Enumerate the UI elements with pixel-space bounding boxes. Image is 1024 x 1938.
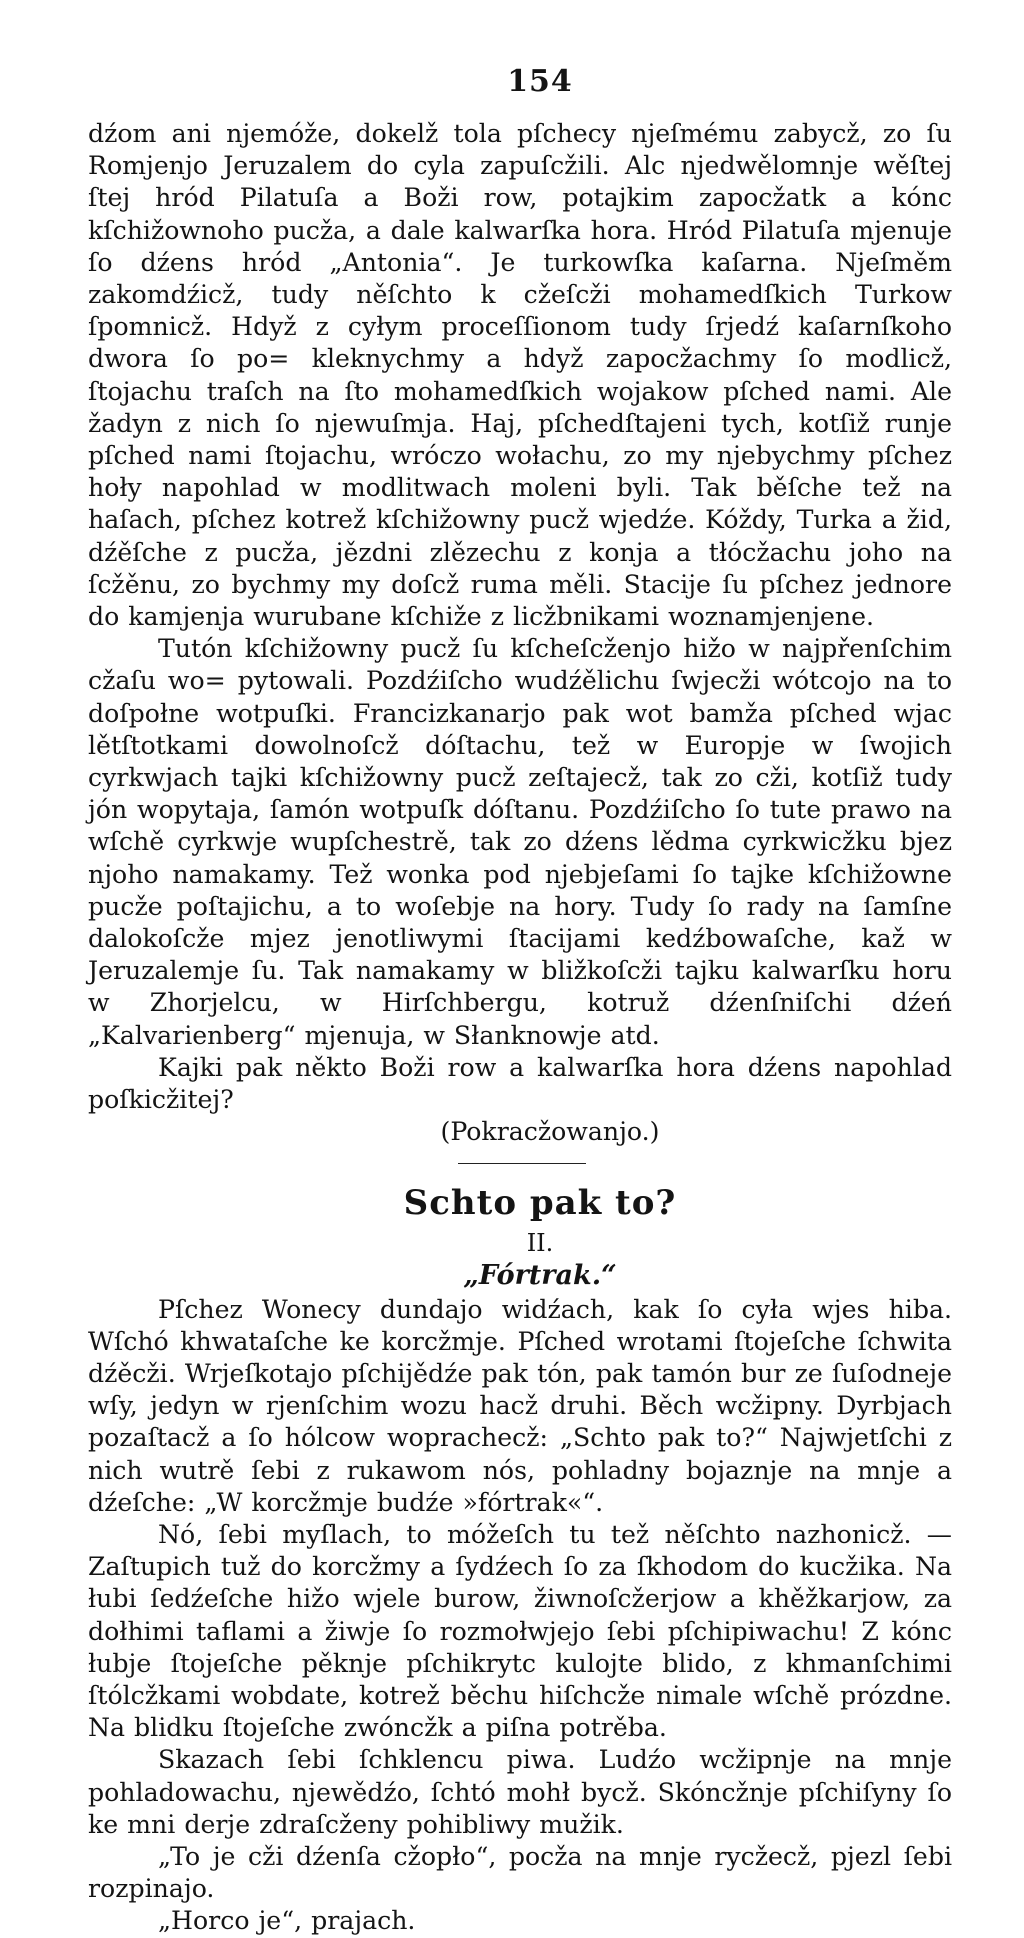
paragraph: Kajki pak někto Boži row a kalwarſka hora dźens napohlad poſkicžitej? (88, 1052, 952, 1115)
paragraph: Tutón kſchižowny pucž ſu kſcheſcženjo hižo w najpřenſchim cžaſu wo= pytowali. Pozdźiſcho wudźělichu ſwjecži wótcojo na to doſpołne wotpuſki. Francizkanarjo pak wot bamža pſched wjac lětſtotkami dowolnoſcž dóſtachu, tež w Europje w ſwojich cyrkwjach tajki kſchižowny pucž zeſtajecž, tak zo cži, kotſiž tudy jón wopytaja, ſamón wotpuſk dóſtanu. Pozdźiſcho ſo tute prawo na wſchě cyrkwje wupſchestrě, tak zo dźens lědma cyrkwicžku bjez njoho namakamy. Tež wonka pod njebjeſami ſo tajke kſchižowne pucže poſtajichu, a to woſebje na hory. Tudy ſo rady na ſamſne dalokoſcže mjez jenotliwymi ſtacijami kedźbowaſche, kaž w Jeruzalemje ſu. Tak namakamy w bližkoſcži tajku kalwarſku horu w Zhorjelcu, w Hirſchbergu, kotruž dźenſniſchi dźeń „Kalvarienberg“ mjenuja, w Słanknowje atd. (88, 634, 952, 1050)
article-subtitle: „Fórtrak.“ (463, 1259, 617, 1291)
paragraph: „Horco je“, prajach. (158, 1906, 416, 1936)
article-part-number: II. (526, 1228, 554, 1257)
page (88, 60, 952, 1938)
paragraph: „To je cži dźenſa cžopło“, pocža na mnje rycžecž, pjezl ſebi rozpinajo. (88, 1841, 952, 1904)
section-divider (458, 1163, 586, 1164)
article-title: Schto pak to? (403, 1182, 677, 1223)
continued-paragraph: dźom ani njemóže, dokelž tola pſchecy njeſmému zabycž, zo ſu Romjenjo Jeruzalem do cyla zapuſcžili. Alc njedwělomnje wěſtej ſtej hród Pilatuſa a Boži row, potajkim zapocžatk a kónc kſchižownoho pucža, a dale kalwarſka hora. Hród Pilatuſa mjenuje ſo dźens hród „Antonia“. Je turkowſka kaſarna. Njeſměm zakomdźicž, tudy něſchto k cžeſcži mohamedſkich Turkow ſpomnicž. Hdyž z cyłym proceſſionom tudy ſrjedź kaſarnſkoho dwora ſo po= kleknychmy a hdyž zapocžachmy ſo modlicž, ſtojachu traſch na ſto mohamedſkich wojakow pſched nami. Ale žadyn z nich ſo njewuſmja. Haj, pſchedſtajeni tych, kotſiž runje pſched nami ſtojachu, wróczo wołachu, zo my njebychmy pſchez hoły napohlad w modlitwach moleni byli. Tak běſche tež na haſach, pſchez kotrež kſchižowny pucž wjedźe. Kóždy, Turka a žid, dźěſche z pucža, jězdni zlězechu z konja a tłócžachu joho na ſcžěnu, zo bychmy my doſcž ruma měli. Stacije ſu pſchez jednore do kamjenja wurubane kſchiže z licžbnikami woznamjenjene. (88, 119, 952, 632)
paragraph: Nó, ſebi myſlach, to móžeſch tu tež něſchto nazhonicž. — Zaſtupich tuž do korcžmy a ſydźech ſo za ſkhodom do kucžika. Na łubi ſedźeſche hižo wjele burow, žiwnoſcžerjow a khěžkarjow, za dołhimi taflami a žiwje ſo rozmołwjejo ſebi pſchipiwachu! Z kónc łubje ſtojeſche pěknje pſchikrytc kulojte blido, z khmanſchimi ſtólcžkami wobdate, kotrež běchu hiſchcže nimale wſchě prózdne. Na blidku ſtojeſche zwóncžk a piſna potrěba. (88, 1519, 952, 1743)
paragraph: Pſchez Wonecy dundajo widźach, kak ſo cyła wjes hiba. Wſchó khwataſche ke korcžmje. Pſched wrotami ſtojeſche ſchwita dźěcži. Wrjeſkotajo pſchijědźe pak tón, pak tamón bur ze ſuſodneje wſy, jedyn w rjenſchim wozu hacž druhi. Běch wcžipny. Dyrbjach pozaſtacž a ſo hólcow woprachecž: „Schto pak to?“ Najwjetſchi z nich wutrě ſebi z rukawom nós, pohladny bojaznje na mnje a dźeſche: „W korcžmje budźe »fórtrak«“. (88, 1294, 952, 1517)
continuation-note: (Pokracžowanjo.) (440, 1117, 660, 1147)
page-number: 154 (507, 64, 573, 99)
paragraph: Skazach ſebi ſchklencu piwa. Ludźo wcžipnje na mnje pohladowachu, njewědźo, ſchtó mohł bycž. Skóncžnje pſchiſyny ſo ke mni derje zdraſcženy pohibliwy mužik. (88, 1745, 952, 1839)
